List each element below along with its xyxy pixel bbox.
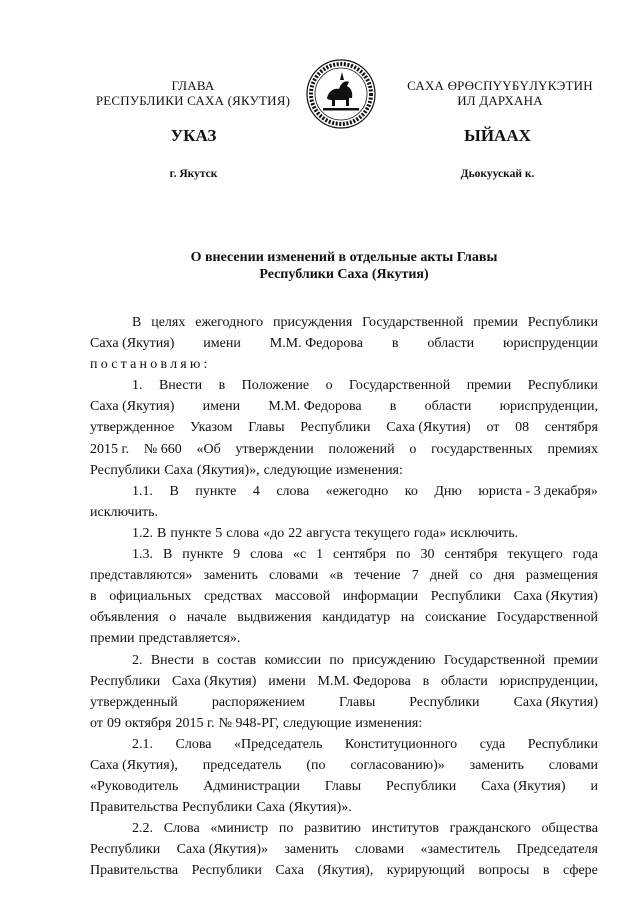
document-title: [90, 249, 598, 283]
body-word: премиях: [547, 441, 598, 457]
body-word: 2.: [132, 652, 143, 668]
body-word: вопросы: [478, 863, 530, 879]
body-word: в: [542, 863, 550, 879]
body-word: информации: [342, 589, 419, 605]
body-line: [90, 671, 598, 692]
body-word: на: [400, 610, 415, 626]
body-word: «ежегодно: [325, 483, 389, 499]
body-word: Республики: [527, 378, 598, 394]
coat-of-arms-emblem: [305, 58, 377, 130]
body-word: юриспруденции,: [499, 673, 598, 689]
body-word: по: [396, 547, 411, 563]
body-line: [90, 776, 598, 797]
body-word: № 948-РГ,: [218, 715, 279, 731]
body-word: 08: [515, 420, 530, 436]
body-word: Республики: [182, 800, 253, 816]
body-word: ко: [404, 483, 418, 499]
body-word: изменения:: [335, 462, 403, 478]
body-line: [90, 860, 598, 881]
body-word: 30: [420, 547, 435, 563]
body-word: Главы: [324, 779, 362, 795]
body-word: премии: [90, 631, 135, 647]
body-word: (Якутия)»,: [196, 462, 260, 478]
body-word: Республики: [300, 420, 371, 436]
body-word: Конституционного: [344, 736, 458, 752]
body-word: В: [169, 483, 179, 499]
body-word: размещения: [525, 568, 598, 584]
body-word: года»: [413, 525, 447, 541]
body-word: В: [132, 315, 142, 330]
body-line: [90, 375, 598, 396]
body-word: года: [572, 547, 598, 563]
body-word: Республики: [527, 315, 598, 330]
city-russian: г. Якутск: [169, 168, 218, 180]
body-word: имени: [268, 673, 306, 689]
body-word: юриста - 3 декабря»: [478, 483, 598, 499]
body-word: Государственной: [496, 610, 598, 626]
body-word: о: [325, 378, 333, 394]
body-word: согласованию)»: [350, 757, 445, 773]
body-line: [90, 523, 598, 544]
body-word: и: [590, 779, 598, 795]
body-word: представляется».: [138, 631, 241, 647]
body-word: заменить: [469, 757, 524, 773]
body-word: М.М. Федорова: [269, 336, 363, 352]
body-word: Саха (Якутия): [172, 673, 257, 689]
body-word: Республики: [386, 779, 457, 795]
body-word: В: [162, 547, 173, 563]
body-word: исключить.: [450, 525, 519, 541]
body-word: Саха (Якутия): [481, 779, 566, 795]
body-word: сентября: [444, 547, 498, 563]
body-word: сфере: [563, 863, 598, 879]
body-word: сентября: [333, 547, 387, 563]
body-word: Республики: [409, 694, 480, 710]
body-word: изменения:: [355, 715, 423, 731]
body-word: 1.1.: [132, 483, 153, 499]
city-yakut: Дьокуускай к.: [460, 168, 535, 180]
body-word: юриспруденции,: [499, 399, 598, 415]
body-word: состав: [217, 652, 257, 668]
body-word: по: [329, 652, 344, 668]
body-word: Саха: [256, 800, 285, 816]
body-line: [90, 797, 598, 818]
body-word: (Якутия)».: [288, 800, 352, 816]
body-line: [90, 502, 598, 523]
body-word: «министр: [210, 821, 269, 837]
body-word: Саха (Якутия): [90, 336, 175, 352]
body-word: текущего: [354, 525, 410, 541]
body-word: словами: [354, 842, 405, 858]
body-word: утвержденное: [90, 420, 175, 436]
body-line: [90, 650, 598, 671]
body-word: представляются»: [90, 568, 193, 584]
body-word: Республики: [90, 462, 161, 478]
body-line: [90, 839, 598, 860]
body-word: М.М. Федорова: [268, 399, 362, 415]
body-word: в: [218, 378, 226, 394]
body-word: 1.: [132, 378, 143, 394]
body-word: положений: [328, 441, 395, 457]
body-word: утверждении: [235, 441, 314, 457]
body-word: 09: [106, 715, 121, 731]
body-word: Главы: [338, 694, 376, 710]
body-word: М.М. Федорова: [317, 673, 411, 689]
body-word: следующие: [283, 715, 352, 731]
body-word: Государственной: [349, 378, 451, 394]
body-word: Председателя: [516, 842, 598, 858]
body-word: присуждения: [273, 315, 353, 330]
body-word: массовой: [274, 589, 331, 605]
body-line: [90, 439, 598, 460]
body-word: «с: [292, 547, 307, 563]
body-line: [90, 565, 598, 586]
body-word: течение: [354, 568, 401, 584]
body-word: Указом: [190, 420, 233, 436]
body-line: [90, 396, 598, 417]
body-word: Слова: [163, 821, 200, 837]
body-word: Администрации: [203, 779, 300, 795]
body-word: следующие: [263, 462, 332, 478]
body-word: постановляю:: [90, 357, 211, 373]
body-word: Слова: [175, 736, 212, 752]
body-word: 2015 г.: [175, 715, 215, 731]
body-word: Саха (Якутия)»: [176, 842, 268, 858]
body-word: Государственной: [443, 652, 546, 668]
body-word: в: [422, 673, 430, 689]
body-word: выдвижения: [237, 610, 312, 626]
document-type-yakut: ЫЙААХ: [464, 126, 531, 145]
body-word: пункте: [182, 547, 224, 563]
body-word: Внести: [158, 378, 203, 394]
body-word: Внести: [150, 652, 195, 668]
body-word: в: [391, 336, 399, 352]
body-word: гражданского: [449, 821, 531, 837]
body-word: Правительства: [90, 800, 179, 816]
body-word: «Руководитель: [90, 779, 179, 795]
body-word: области: [427, 336, 475, 352]
body-word: Положение: [241, 378, 310, 394]
body-word: слова: [276, 483, 310, 499]
body-word: Государственной: [362, 315, 464, 330]
body-word: словами: [548, 757, 598, 773]
body-word: 5: [215, 525, 223, 541]
body-word: начале: [186, 610, 227, 626]
issuer-name-russian: [78, 78, 308, 108]
body-line: [90, 481, 598, 502]
body-word: исключить.: [90, 504, 158, 520]
body-line: [90, 607, 598, 628]
body-word: премии: [553, 652, 598, 668]
body-line: [90, 628, 598, 649]
body-word: Дню: [434, 483, 462, 499]
issuer-line: ГЛАВА: [171, 78, 215, 93]
issuer-name-yakut: [385, 78, 615, 108]
body-word: Саха (Якутия),: [90, 757, 178, 773]
body-word: В: [157, 525, 167, 541]
issuer-line: РЕСПУБЛИКИ САХА (ЯКУТИЯ): [95, 93, 291, 108]
body-word: августа: [306, 525, 351, 541]
body-line: [90, 544, 598, 565]
document-body: [90, 312, 598, 882]
issuer-line: ИЛ ДАРХАНА: [457, 93, 543, 108]
body-word: 9: [233, 547, 241, 563]
body-word: «в: [329, 568, 343, 584]
body-word: слова: [226, 525, 260, 541]
body-word: в: [90, 589, 97, 605]
body-word: области: [440, 673, 488, 689]
body-word: Главы: [248, 420, 285, 436]
body-line: [90, 333, 598, 354]
body-line: [90, 818, 598, 839]
body-word: о: [169, 610, 177, 626]
body-word: распоряжением: [211, 694, 305, 710]
body-word: ежегодного: [195, 315, 264, 330]
body-word: Саха (Якутия): [513, 694, 598, 710]
body-word: председатель: [202, 757, 282, 773]
body-word: от: [486, 420, 500, 436]
body-word: официальных: [109, 589, 192, 605]
body-line: [90, 692, 598, 713]
body-word: пункте: [195, 483, 237, 499]
body-word: 4: [252, 483, 260, 499]
body-word: слова: [250, 547, 283, 563]
body-word: Республики: [90, 673, 161, 689]
body-word: Республики: [430, 589, 501, 605]
body-word: 1.3.: [132, 547, 153, 563]
body-word: институтов: [371, 821, 439, 837]
document-type-russian: УКАЗ: [170, 126, 217, 145]
body-word: области: [424, 399, 472, 415]
issuer-line: САХА ӨРӨСПҮҮБҮЛҮКЭТИН: [407, 78, 593, 93]
body-word: юриспруденции: [503, 336, 598, 352]
body-word: заменить: [203, 568, 258, 584]
body-word: средствах: [203, 589, 263, 605]
body-word: Саха: [164, 462, 193, 478]
body-word: Республики: [90, 842, 161, 858]
body-word: 1.2.: [132, 525, 153, 541]
body-word: 22: [288, 525, 303, 541]
body-line: [90, 755, 598, 776]
body-word: развитию: [304, 821, 361, 837]
body-word: премии: [473, 315, 518, 330]
body-word: «заместитель: [420, 842, 501, 858]
body-word: утвержденный: [90, 694, 178, 710]
body-word: государственных: [431, 441, 533, 457]
body-word: Саха (Якутия): [386, 420, 471, 436]
body-word: Республики: [191, 863, 262, 879]
body-word: Саха (Якутия): [90, 399, 175, 415]
body-word: соискание: [425, 610, 487, 626]
body-word: № 660: [143, 441, 182, 457]
body-word: пункте: [170, 525, 212, 541]
body-word: общества: [541, 821, 598, 837]
body-word: присуждению: [352, 652, 436, 668]
body-word: о: [409, 441, 417, 457]
body-line: [90, 417, 598, 438]
body-word: объявления: [90, 610, 159, 626]
body-word: в: [202, 652, 209, 668]
body-word: Правительства: [90, 863, 179, 879]
body-word: текущего: [507, 547, 563, 563]
body-word: имени: [203, 336, 241, 352]
body-word: 1: [316, 547, 324, 563]
body-word: премии: [466, 378, 512, 394]
body-word: 2.2.: [132, 821, 153, 837]
body-word: (по: [306, 757, 326, 773]
body-word: по: [278, 821, 294, 837]
body-word: комиссии: [264, 652, 322, 668]
body-word: сентября: [544, 420, 598, 436]
body-line: [90, 586, 598, 607]
body-word: имени: [202, 399, 241, 415]
title-line: Республики Саха (Якутия): [259, 267, 429, 282]
body-word: Республики: [527, 736, 598, 752]
body-word: дней: [429, 568, 459, 584]
body-word: 2.1.: [132, 736, 153, 752]
body-word: октября: [124, 715, 172, 731]
body-line: [90, 354, 598, 375]
body-word: Саха: [275, 863, 304, 879]
body-word: дня: [493, 568, 515, 584]
body-line: [90, 460, 598, 481]
body-word: «до: [263, 525, 285, 541]
title-line: О внесении изменений в отдельные акты Главы: [190, 250, 498, 265]
body-word: «Председатель: [234, 736, 323, 752]
body-word: 7: [411, 568, 419, 584]
body-word: заменить: [284, 842, 339, 858]
body-word: (Якутия),: [317, 863, 374, 879]
body-word: от: [90, 715, 103, 731]
body-line: [90, 734, 598, 755]
body-word: в: [389, 399, 397, 415]
body-word: целях: [151, 315, 186, 330]
body-word: курирующий: [386, 863, 465, 879]
body-word: кандидатур: [322, 610, 391, 626]
body-word: «Об: [196, 441, 221, 457]
body-word: со: [469, 568, 483, 584]
body-word: Саха (Якутия): [513, 589, 598, 605]
body-line: [90, 713, 598, 734]
body-line: [90, 312, 598, 333]
body-word: 2015 г.: [90, 441, 130, 457]
body-word: суда: [479, 736, 506, 752]
body-word: словами: [269, 568, 319, 584]
